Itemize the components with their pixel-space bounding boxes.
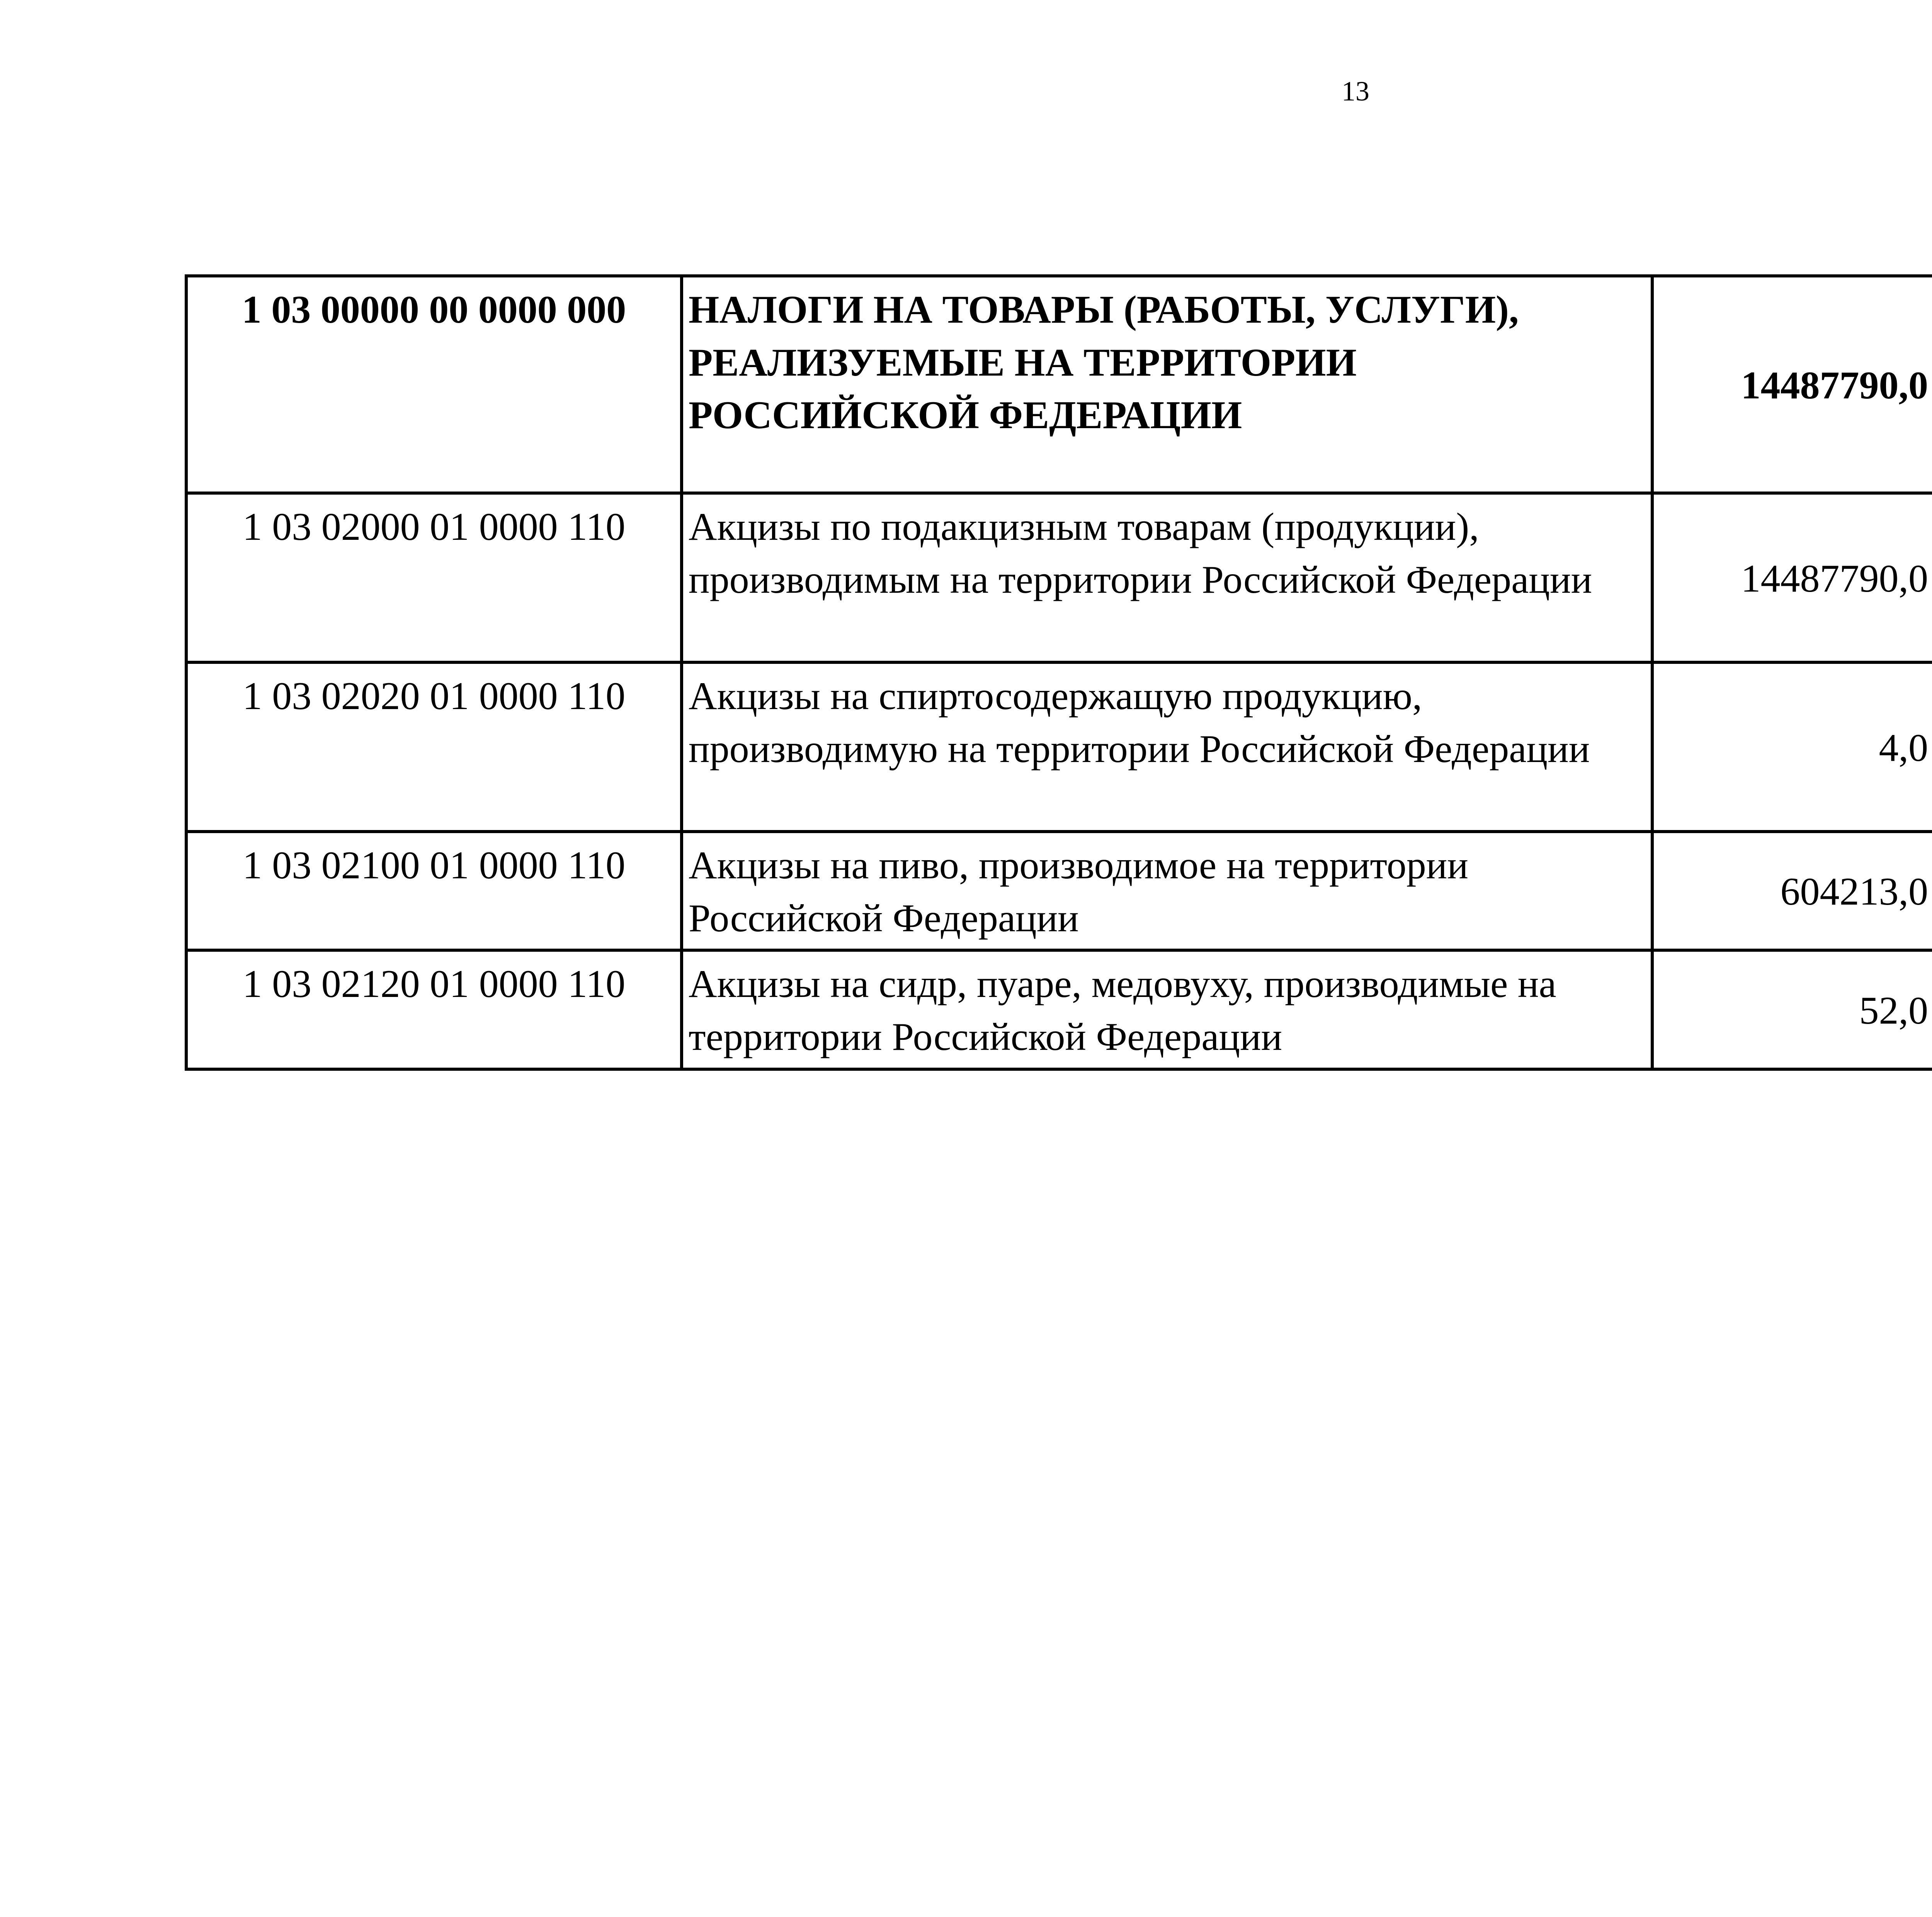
- budget-code-cell: 1 03 00000 00 0000 000: [186, 276, 682, 493]
- amount-cell-year-1: 604213,0: [1652, 832, 1932, 950]
- budget-code-cell: 1 03 02100 01 0000 110: [186, 832, 682, 950]
- budget-revenue-table: [185, 274, 1932, 1071]
- revenue-name-cell: Акцизы на спиртосодержащую продукцию, производимую на территории Российской Федерации: [682, 662, 1652, 832]
- amount-cell-year-1: 14487790,0: [1652, 493, 1932, 662]
- budget-code-cell: 1 03 02120 01 0000 110: [186, 950, 682, 1069]
- revenue-name-cell: Акцизы на сидр, пуаре, медовуху, производимые на территории Российской Федерации: [682, 950, 1652, 1069]
- budget-code-cell: 1 03 02020 01 0000 110: [186, 662, 682, 832]
- page-number: 13: [1342, 76, 1369, 107]
- amount-cell-year-1: 52,0: [1652, 950, 1932, 1069]
- table-row: [186, 662, 1932, 832]
- revenue-name-cell: НАЛОГИ НА ТОВАРЫ (РАБОТЫ, УСЛУГИ), РЕАЛИЗУЕМЫЕ НА ТЕРРИТОРИИ РОССИЙСКОЙ ФЕДЕРАЦИИ: [682, 276, 1652, 493]
- table-row: [186, 276, 1932, 493]
- table-row: [186, 832, 1932, 950]
- revenue-name-cell: Акцизы по подакцизным товарам (продукции), производимым на территории Российской Федерации: [682, 493, 1652, 662]
- table-row: [186, 950, 1932, 1069]
- amount-cell-year-1: 14487790,0: [1652, 276, 1932, 493]
- table-row: [186, 493, 1932, 662]
- budget-code-cell: 1 03 02000 01 0000 110: [186, 493, 682, 662]
- amount-cell-year-1: 4,0: [1652, 662, 1932, 832]
- revenue-name-cell: Акцизы на пиво, производимое на территории Российской Федерации: [682, 832, 1652, 950]
